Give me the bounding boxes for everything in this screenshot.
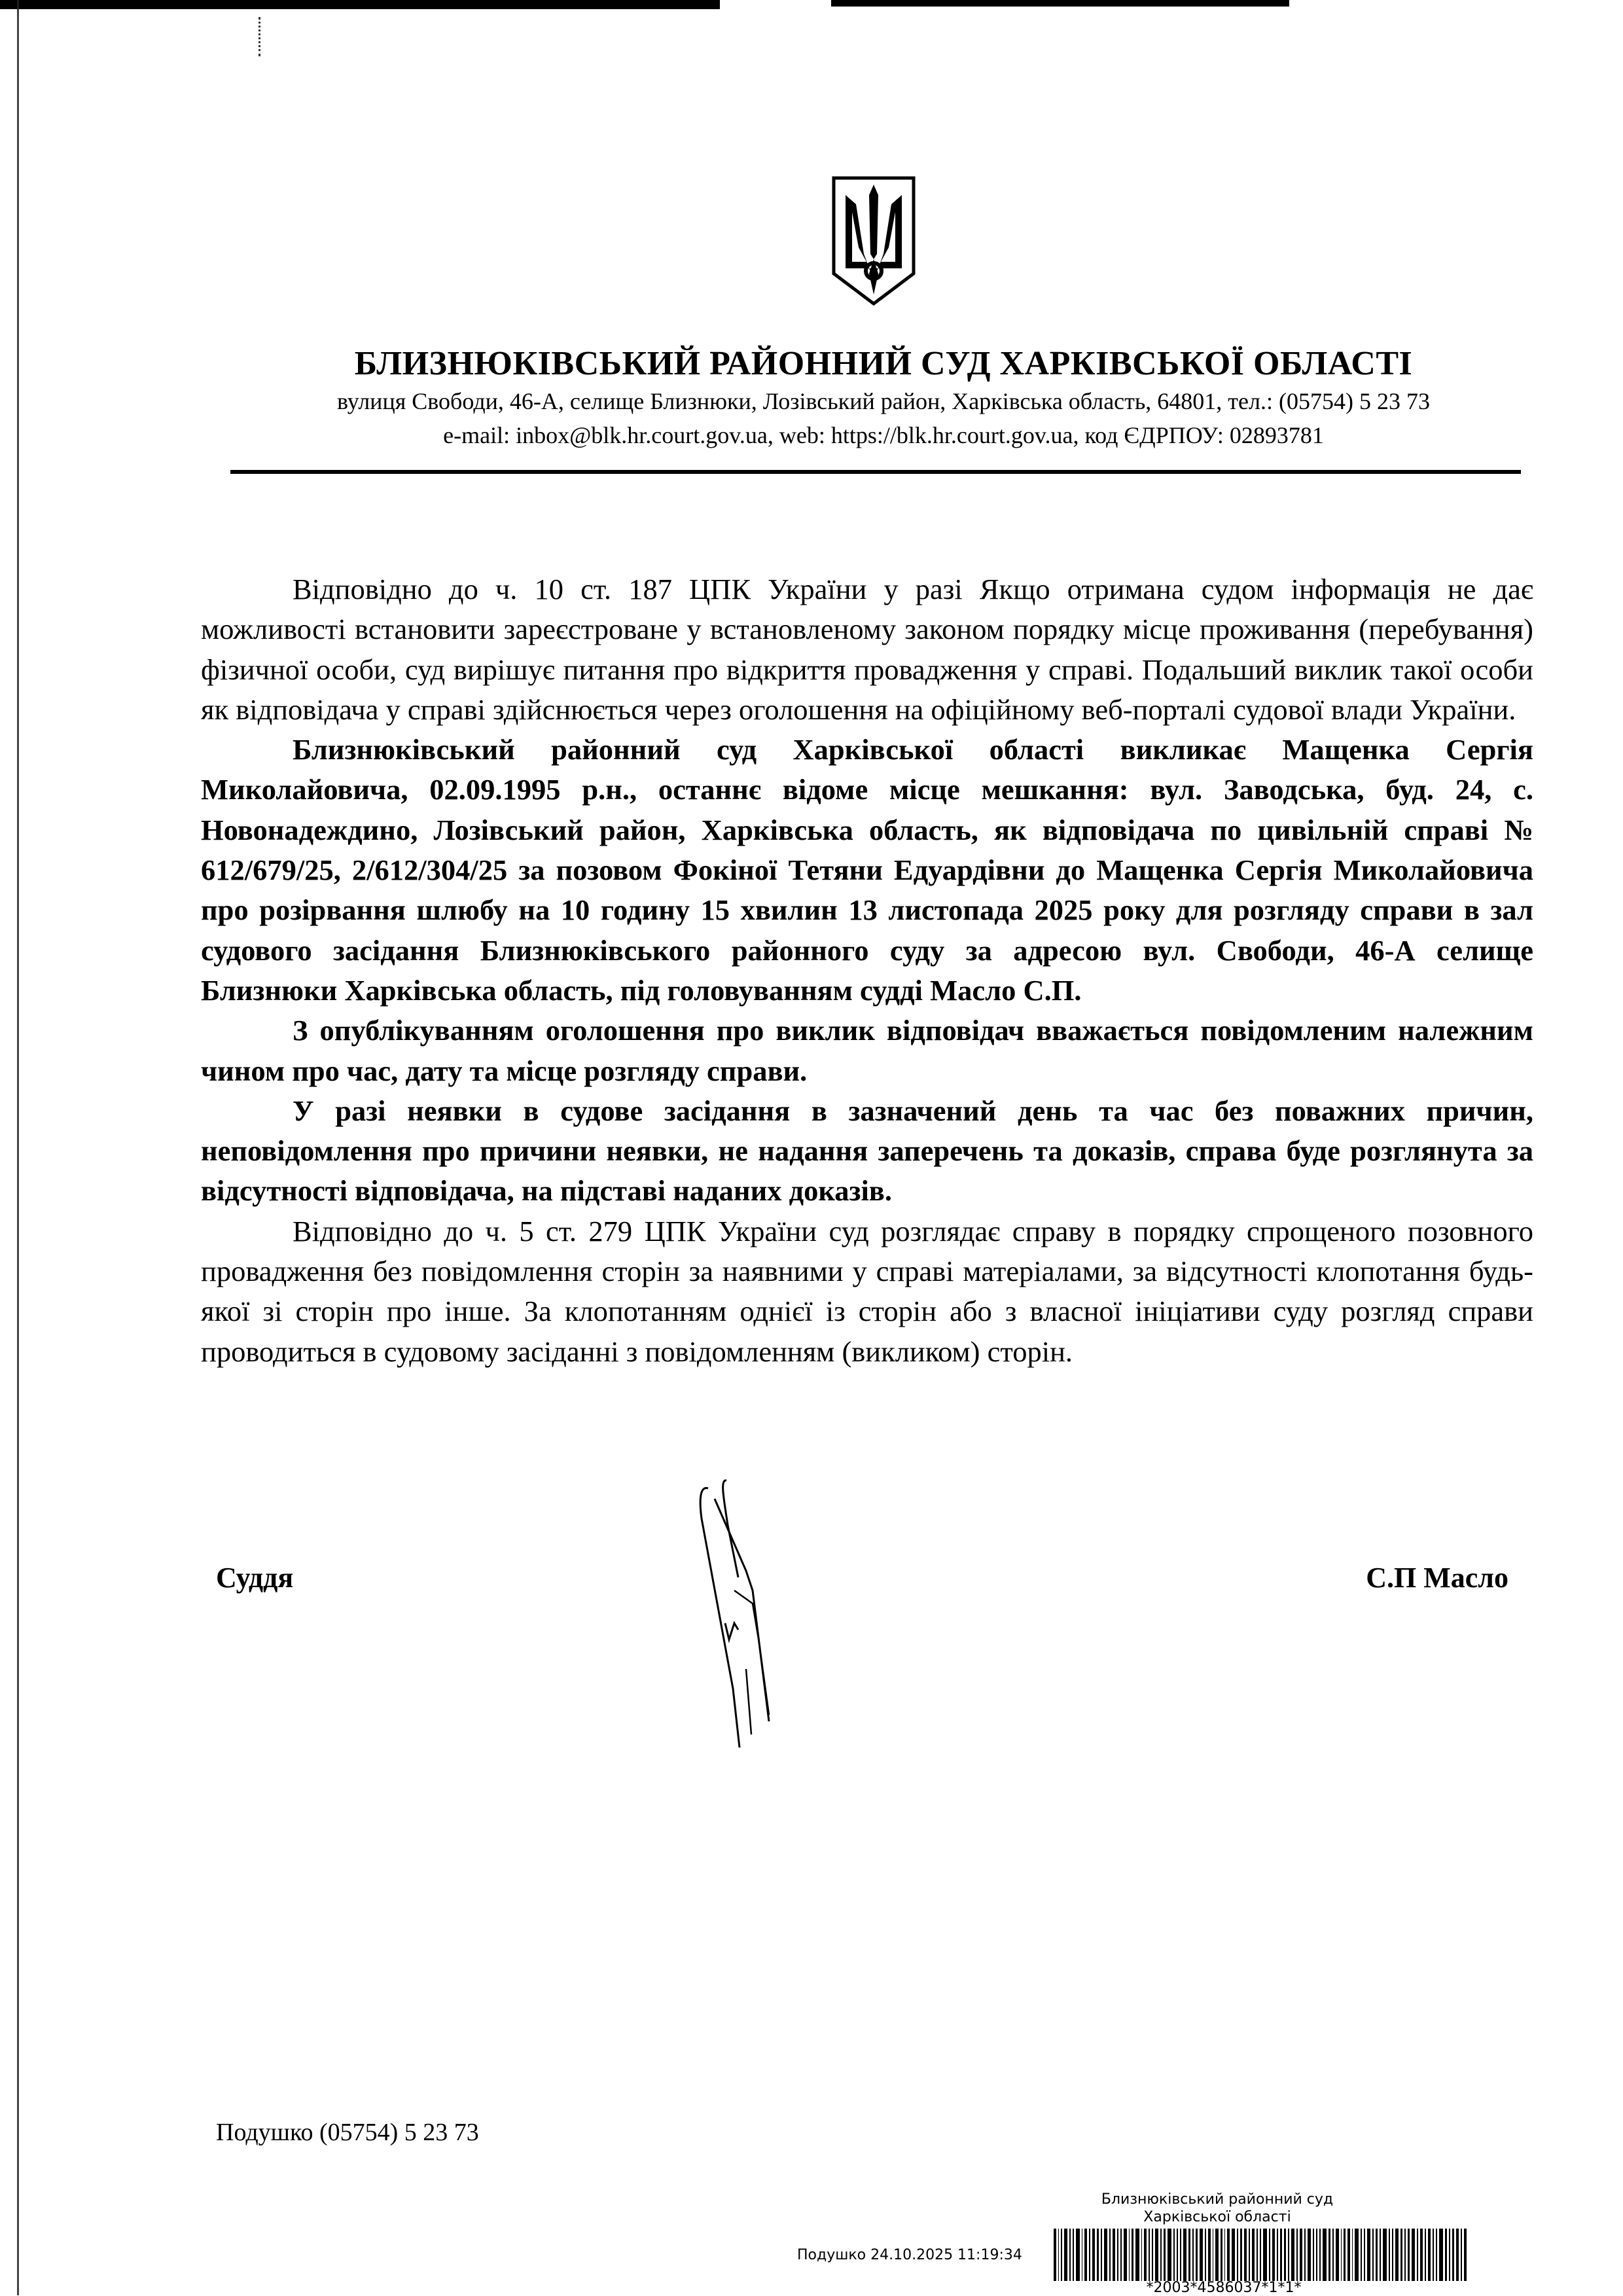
handwritten-signature-icon	[687, 1473, 779, 1767]
letterhead	[196, 340, 1571, 452]
executor-contact: Подушко (05754) 5 23 73	[216, 2119, 479, 2146]
stamp-registered-by: Подушко 24.10.2025 11:19:34	[797, 2247, 1022, 2263]
header-divider	[230, 470, 1521, 474]
court-name: БЛИЗНЮКІВСЬКИЙ РАЙОННИЙ СУД ХАРКІВСЬКОЇ ОБЛАСТІ	[354, 345, 1413, 382]
letter-body	[201, 569, 1533, 1372]
paragraph-notice: З опублікуванням оголошення про виклик відповідач вважається повідомленим належним чином про час, дату та місце розгляду справи.	[201, 1014, 1533, 1087]
barcode-number: *2003*4586037*1*1*	[1146, 2280, 1302, 2296]
stamp-court-name: Близнюківський районний суд Харківської області	[1101, 2191, 1334, 2225]
scan-artifact-left-edge	[17, 0, 19, 2295]
barcode-icon	[1054, 2229, 1469, 2281]
registration-stamp	[792, 2189, 1538, 2294]
paragraph-procedure: Відповідно до ч. 5 ст. 279 ЦПК України суд розглядає справу в порядку спрощеного позовного провадження без повідомлення сторін за наявними у справі матеріалами, за відсутності клопотання будь-якої зі сторін про інше. За клопотанням однієї із сторін або з власної ініціативи суду розгляд справи проводиться в судовому засіданні з повідомленням (викликом) сторін.	[201, 1214, 1533, 1368]
scan-artifact-dots	[259, 17, 263, 56]
court-contacts: e-mail: inbox@blk.hr.court.gov.ua, web: https://blk.hr.court.gov.ua, код ЄДРПОУ: 02893781	[443, 422, 1324, 448]
paragraph-legal-basis: Відповідно до ч. 10 ст. 187 ЦПК України у разі Якщо отримана судом інформація не дає можливості встановити зареєстроване у встановленому законом порядку місце проживання (перебування) фізичної особи, суд вирішує питання про відкриття провадження у справі. Подальший виклик такої особи як відповідача у справі здійснюється через оголошення на офіційному веб-порталі судової влади України.	[201, 573, 1533, 726]
signature-label: Суддя	[216, 1562, 294, 1594]
paragraph-consequences: У разі неявки в судове засідання в зазначений день та час без поважних причин, неповідомлення про причини неявки, не надання заперечень та доказів, справа буде розглянута за відсутності відповідача, на підставі наданих доказів.	[201, 1094, 1533, 1208]
paragraph-summons: Близнюківський районний суд Харківської області викликає Мащенка Сергія Миколайовича, 02.09.1995 р.н., останнє відоме місце мешкання: вул. Заводська, буд. 24, с. Новонадеждино, Лозівський район, Харківська область, як відповідача по цивільній справі № 612/679/25, 2/612/304/25 за позовом Фокіної Тетяни Едуардівни до Мащенка Сергія Миколайовича про розірвання шлюбу на 10 годину 15 хвилин 13 листопада 2025 року для розгляду справи в зал судового засідання Близнюківського районного суду за адресою вул. Свободи, 46-А селище Близнюки Харківська область, під головуванням судді Масло С.П.	[201, 733, 1533, 1007]
scan-artifact-top-right	[831, 0, 1289, 7]
scan-artifact-top-left	[0, 0, 720, 9]
judge-name: С.П Масло	[1366, 1562, 1508, 1594]
trident-coat-of-arms-icon	[830, 175, 918, 306]
court-address: вулиця Свободи, 46-А, селище Близнюки, Лозівський район, Харківська область, 64801, тел.: (05754) 5 23 73	[337, 388, 1430, 414]
